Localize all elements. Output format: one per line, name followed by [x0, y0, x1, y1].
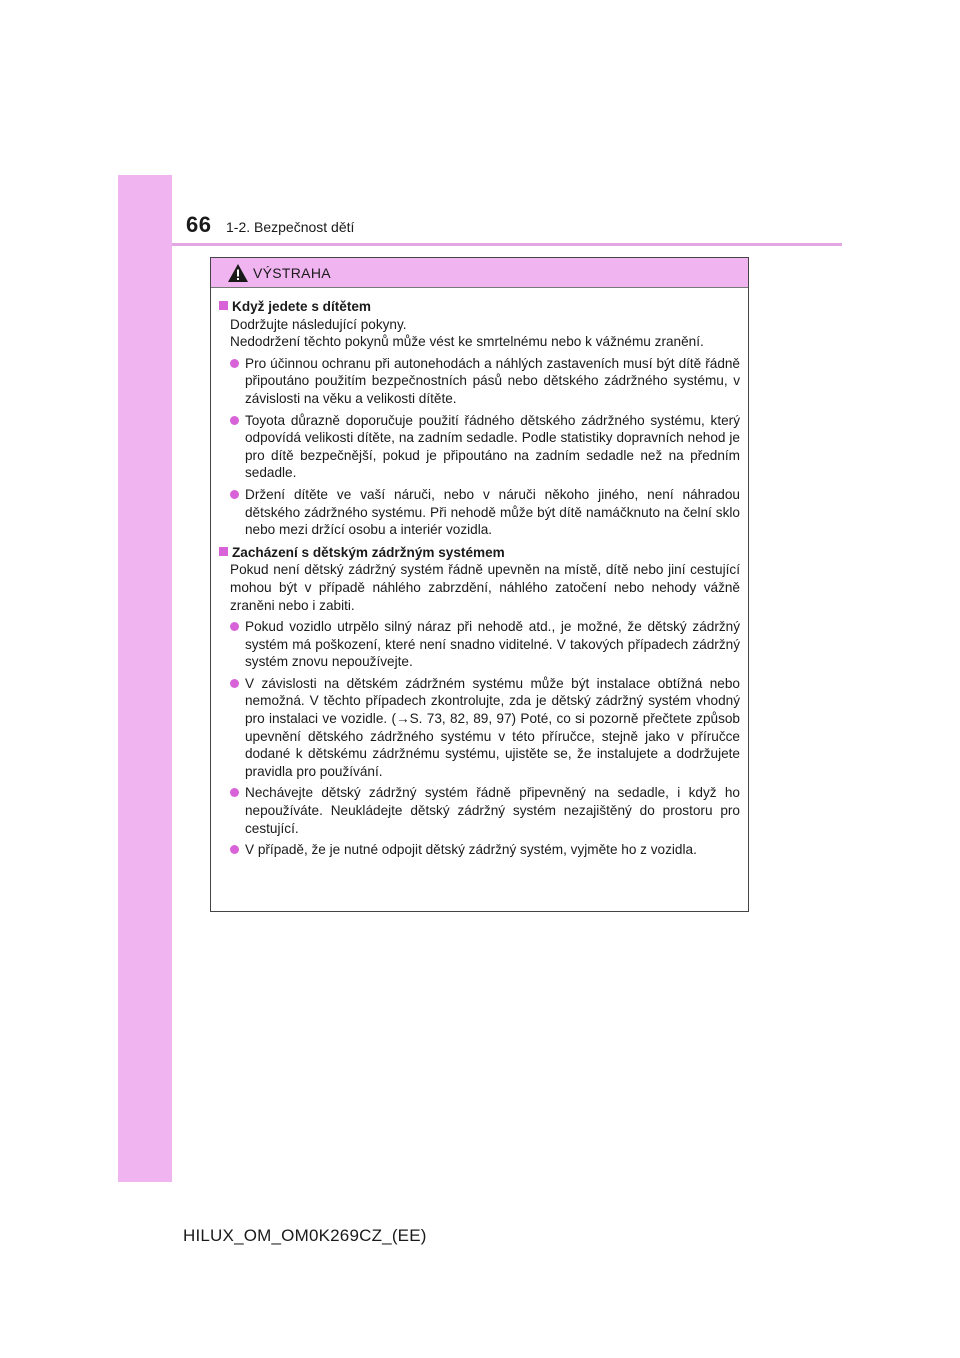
paragraph: Pokud není dětský zádržný systém řádně upevněn na místě, dítě nebo jiní cestující mohou být v případě náhlého zabrzdění, náhlého zatočení nebo nehody vážně zraněni nebo i zabiti. [230, 562, 740, 613]
list-item-text: Toyota důrazně doporučuje použití řádného dětského zádržného systému, který odpovídá velikosti dítěte, na zadním sedadle. Podle statistiky dopravních nehod je pro dítě bezpečnější, pokud je připoutáno na zadním sedadle než na předním sedadle. [245, 412, 740, 481]
square-bullet-icon [219, 547, 228, 556]
page-number: 66 [186, 212, 212, 237]
warning-body [211, 288, 748, 859]
list-item-text: Nechávejte dětský zádržný systém řádně připevněný na sedadle, i když ho nepoužíváte. Neukládejte dětský zádržný systém nezajištěný do prostoru pro cestující. [245, 785, 740, 836]
section-title: 1-2. Bezpečnost dětí [226, 219, 355, 235]
round-bullet-icon [230, 622, 239, 631]
list-item-text: Pokud vozidlo utrpělo silný náraz při nehodě atd., je možné, že dětský zádržný systém má poškození, které není snadno viditelné. V takových případech zádržný systém znovu nepoužívejte. [245, 619, 740, 670]
list-item [219, 784, 740, 837]
side-color-band [118, 175, 172, 1182]
section-heading-text: Zacházení s dětským zádržným systémem [232, 544, 505, 560]
round-bullet-icon [230, 679, 239, 688]
section-heading-text: Když jedete s dítětem [232, 299, 371, 314]
round-bullet-icon [230, 845, 239, 854]
section-heading [219, 298, 740, 316]
list-item [219, 355, 740, 408]
list-item [219, 841, 740, 859]
warning-header [211, 258, 748, 288]
round-bullet-icon [230, 788, 239, 797]
section-heading [219, 544, 740, 562]
list-item [219, 486, 740, 539]
list-item-text: V závislosti na dětském zádržném systému může být instalace obtížná nebo nemožná. V těchto případech zkontrolujte, zda je dětský zádržný systém vhodný pro instalaci ve vozidle. (→S. 73, 82, 89, 97) Poté, co si pozorně přečtete způsob upevnění dětského zádržného systému v této příručce, stejně jako v příručce dodané k dětskému zádržnému systému, ujistěte se, že instalujete a dodržujete pravidla pro používání. [245, 675, 740, 779]
warning-box [210, 257, 749, 912]
document-code: HILUX_OM_OM0K269CZ_(EE) [183, 1226, 427, 1245]
warning-triangle-icon [227, 263, 249, 283]
list-item [219, 675, 740, 781]
round-bullet-icon [230, 416, 239, 425]
paragraph: Nedodržení těchto pokynů může vést ke smrtelnému nebo k vážnému zranění. [230, 334, 704, 350]
list-item-text: V případě, že je nutné odpojit dětský zádržný systém, vyjměte ho z vozidla. [245, 842, 697, 858]
list-item [219, 412, 740, 482]
list-item-text: Pro účinnou ochranu při autonehodách a náhlých zastaveních musí být dítě řádně připoutáno použitím bezpečnostních pásů nebo dětského zádržného systému, v závislosti na věku a velikosti dítěte. [245, 355, 740, 406]
square-bullet-icon [219, 301, 228, 310]
round-bullet-icon [230, 359, 239, 368]
list-item [219, 618, 740, 671]
paragraph: Dodržujte následující pokyny. [230, 316, 407, 332]
list-item-text: Držení dítěte ve vaší náruči, nebo v náruči někoho jiného, není náhradou dětského zádržného systému. Při nehodě může být dítě namáčknuto na čelní sklo nebo mezi držící osobu a interiér vozidla. [245, 486, 740, 538]
header-divider [172, 243, 842, 246]
round-bullet-icon [230, 490, 239, 499]
warning-label: VÝSTRAHA [253, 264, 331, 281]
